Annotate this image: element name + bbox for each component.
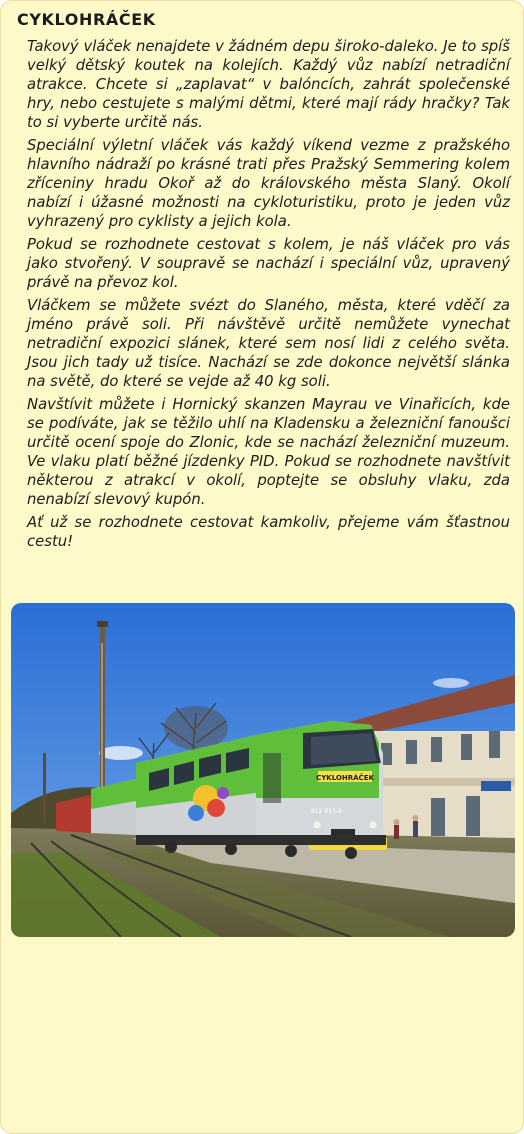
cloud bbox=[433, 678, 469, 688]
article-paragraph: Pokud se rozhodnete cestovat s kolem, je náš vláček pro vás jako stvořený. V soupravě se nachází i speciální vůz, upravený právě na převoz kol. bbox=[27, 236, 510, 291]
article-body bbox=[27, 37, 510, 555]
article-title: CYKLOHRÁČEK bbox=[17, 10, 156, 29]
article-paragraph: Ať už se rozhodnete cestovat kamkoliv, přejeme vám šťastnou cestu! bbox=[27, 514, 510, 550]
article-paragraph: Vláčkem se můžete svézt do Slaného, města, které vděčí za jméno právě soli. Při návštěvě určitě nemůžete vynechat netradiční expozici slánek, které sem nosí lidi z celého světa. Jsou jich tady už tisíce. Nachází se zde dokonce největší slánka na světě, do které se vejde až 40 kg soli. bbox=[27, 297, 510, 390]
cloud bbox=[99, 746, 143, 760]
article-paragraph: Navštívit můžete i Hornický skanzen Mayrau ve Vinařicích, kde se podíváte, jak se těžilo uhlí na Kladensku a železniční fanoušci určitě ocení spoje do Zlonic, kde se nachází železniční muzeum. Ve vlaku platí běžné jízdenky PID. Pokud se rozhodnete navštívit některou z atrakcí v okolí, poptejte se obsluhy vlaku, zda nenabízí slevový kupón. bbox=[27, 396, 510, 508]
train-sign-text: CYKLOHRÁČEK bbox=[316, 774, 374, 782]
article-paragraph: Takový vláček nenajdete v žádném depu široko-daleko. Je to spíš velký dětský koutek na kolejích. Každý vůz nabízí netradiční atrakce. Chcete si „zaplavat“ v balóncích, zahrát společenské hry, nebo cestujete s malými dětmi, které mají rády hračky? Tak to si vyberte určitě nás. bbox=[27, 38, 510, 131]
train-photo-illustration bbox=[11, 603, 515, 937]
train-unit-number: 812 613-8 bbox=[311, 808, 342, 815]
article-paragraph: Speciální výletní vláček vás každý víkend vezme z pražského hlavního nádraží po krásné trati přes Pražský Semmering kolem zříceniny hradu Okoř až do královského města Slaný. Okolí nabízí i úžasné možnosti na cykloturistiku, proto je jeden vůz vyhrazený pro cyklisty a jejich kola. bbox=[27, 137, 510, 230]
train-photo bbox=[11, 603, 515, 937]
